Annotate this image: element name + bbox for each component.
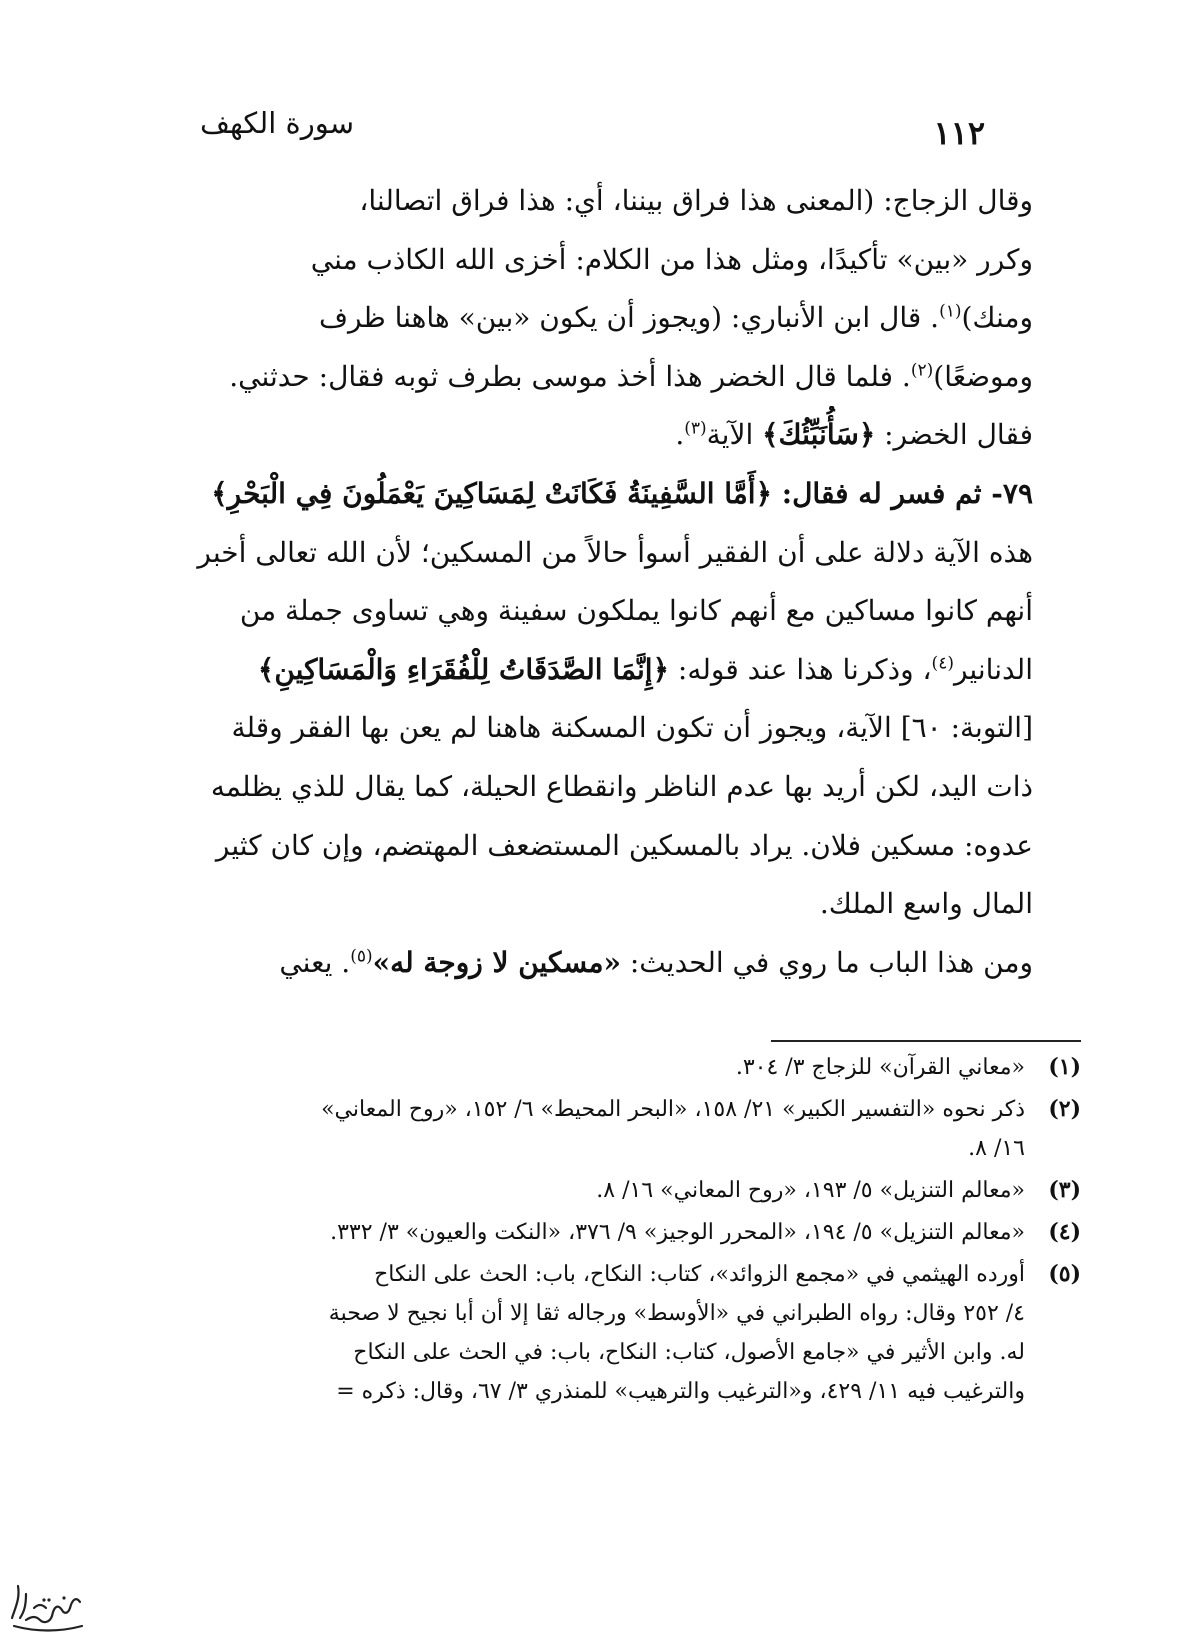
text-line: الدنانير$^{(٤)}$، وذكرنا هذا عند قوله: ﴿إِنَّمَا الصَّدَقَاتُ لِلْفُقَرَاءِ وَالْمَسَاكِينِ﴾ — [257, 652, 1033, 686]
footnote-ref: (١) — [939, 301, 962, 322]
footnote-number: (٤) — [1048, 1219, 1081, 1245]
footnote-1 — [124, 1048, 1081, 1087]
quran-quote: ﴿إِنَّمَا الصَّدَقَاتُ لِلْفُقَرَاءِ وَالْمَسَاكِينِ﴾ — [257, 652, 669, 686]
text-line: فقال الخضر: ﴿سَأُنَبِّئُكَ﴾ الآية$^{(٣)}$. — [675, 418, 1033, 452]
verse-number: ٧٩- — [991, 476, 1033, 510]
footnote-ref: (٥) — [350, 946, 373, 967]
text-line: المال واسع الملك. — [819, 887, 1033, 921]
text-line: ومن هذا الباب ما روي في الحديث: «مسكين لا زوجة له»$^{(٥)}$. يعني — [279, 945, 1033, 979]
footnote-number: (٥) — [1048, 1261, 1081, 1287]
footnote-line: له. وابن الأثير في «جامع الأصول، كتاب: النكاح، باب: في الحث على النكاح — [353, 1340, 1025, 1365]
footnote-ref: (٣) — [684, 419, 707, 440]
footnote-line: ٤/ ٢٥٢ وقال: رواه الطبراني في «الأوسط» ورجاله ثقا إلا أن أبا نجيح لا صحبة — [328, 1301, 1025, 1326]
footnote-3 — [124, 1171, 1081, 1210]
text-line: وقال الزجاج: (المعنى هذا فراق بيننا، أي: هذا فراق اتصالنا، — [359, 184, 1033, 217]
text-line: هذه الآية دلالة على أن الفقير أسوأ حالاً من المسكين؛ لأن الله تعالى أخبر — [197, 535, 1033, 569]
footnote-ref: (٤) — [931, 653, 954, 674]
paragraph-zajjaj — [124, 172, 1081, 465]
footnote-number: (٢) — [1048, 1096, 1081, 1122]
text-line: أنهم كانوا مساكين مع أنهم كانوا يملكون سفينة وهي تساوى جملة من — [239, 594, 1033, 628]
footnote-line: ١٦/ ٨. — [968, 1136, 1025, 1161]
main-text — [124, 172, 1081, 992]
footnote-line: «معاني القرآن» للزجاج ٣/ ٣٠٤. — [735, 1055, 1025, 1080]
text-line: [التوبة: ٦٠] الآية، ويجوز أن تكون المسكنة هاهنا لم يعن بها الفقر وقلة — [231, 711, 1033, 745]
footnote-line: ذكر نحوه «التفسير الكبير» ٢١/ ١٥٨، «البحر المحيط» ٦/ ١٥٢، «روح المعاني» — [321, 1097, 1025, 1122]
page-header — [200, 106, 985, 156]
footnotes — [124, 1048, 1081, 1414]
footnote-4 — [124, 1213, 1081, 1252]
quran-quote: ﴿أَمَّا السَّفِينَةُ فَكَانَتْ لِمَسَاكِينَ يَعْمَلُونَ فِي الْبَحْرِ﴾ — [211, 476, 772, 510]
text-line: وموضعًا)$^{(٢)}$. فلما قال الخضر هذا أخذ موسى بطرف ثوبه فقال: حدثني. — [229, 359, 1033, 393]
text-line: وكرر «بين» تأكيدًا، ومثل هذا من الكلام: أخزى الله الكاذب مني — [310, 242, 1033, 276]
footnote-line: أورده الهيثمي في «مجمع الزوائد»، كتاب: النكاح، باب: الحث على النكاح — [374, 1262, 1025, 1287]
text-line: ذات اليد، لكن أريد بها عدم الناظر وانقطاع الحيلة، كما يقال للذي يظلمه — [210, 769, 1033, 803]
paragraph-hadith — [124, 934, 1081, 993]
running-title: سورة الكهف — [200, 106, 354, 140]
footnote-2 — [124, 1090, 1081, 1168]
text-line: عدوه: مسكين فلان. يراد بالمسكين المستضعف المهتضم، وإن كان كثير — [215, 828, 1033, 862]
page-number: ١١٢ — [933, 114, 985, 152]
footnote-ref: (٢) — [910, 360, 934, 381]
footnote-line: «معالم التنزيل» ٥/ ١٩٤، «المحرر الوجيز» ٩/ ٣٧٦، «النكت والعيون» ٣/ ٣٣٢. — [330, 1220, 1025, 1245]
footnote-separator — [771, 1040, 1081, 1042]
footnote-line: «معالم التنزيل» ٥/ ١٩٣، «روح المعاني» ١٦/ ٨. — [596, 1178, 1025, 1203]
paragraph-verse-79 — [124, 465, 1081, 934]
footnote-number: (٣) — [1048, 1177, 1081, 1203]
quran-quote: ﴿سَأُنَبِّئُكَ﴾ — [762, 418, 876, 452]
hadith-quote: «مسكين لا زوجة له» — [372, 945, 621, 979]
text-line: ومنك)$^{(١)}$. قال ابن الأنباري: (ويجوز أن يكون «بين» هاهنا ظرف — [318, 301, 1033, 335]
library-stamp-logo — [6, 1576, 86, 1636]
footnote-5 — [124, 1255, 1081, 1411]
footnote-line: والترغيب فيه ١١/ ٤٢٩، و«الترغيب والترهيب» للمنذري ٣/ ٦٧، وقال: ذكره = — [336, 1379, 1025, 1404]
footnote-number: (١) — [1048, 1054, 1081, 1080]
text-line: ٧٩- ثم فسر له فقال: ﴿أَمَّا السَّفِينَةُ فَكَانَتْ لِمَسَاكِينَ يَعْمَلُونَ فِي الْبَحْرِ﴾ — [211, 476, 1033, 510]
